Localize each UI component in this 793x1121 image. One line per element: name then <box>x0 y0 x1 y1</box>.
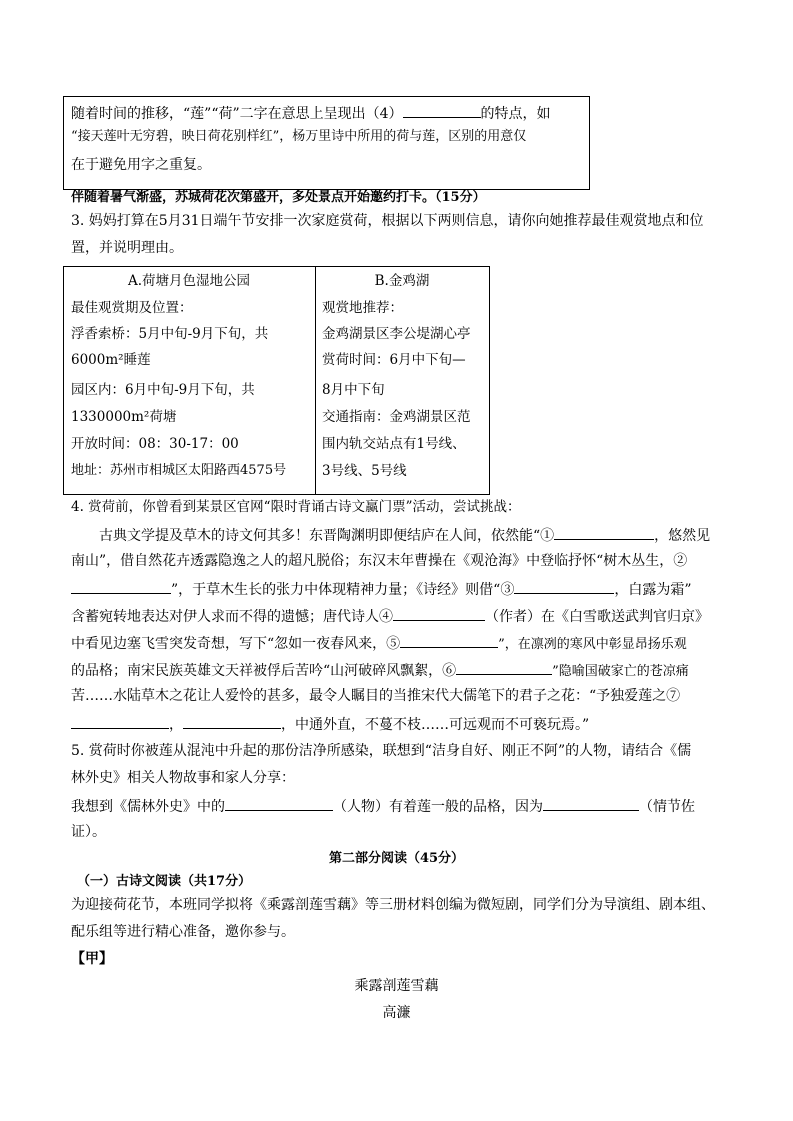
table-a-line: 园区内：6月中旬-9月下旬，共 <box>71 382 255 398</box>
table-a-title: A.荷塘月色湿地公园 <box>127 273 251 289</box>
table-b-line: 8月中下旬 <box>322 382 385 398</box>
answer-blank-plot[interactable] <box>543 795 639 811</box>
answer-blank-4[interactable] <box>403 102 481 118</box>
question-3-line-1: 3. 妈妈打算在5月31日端午节安排一次家庭赏荷，根据以下两则信息，请你向她推荐最佳观赏地点和位 <box>71 213 704 229</box>
quote-line-2: “接天莲叶无穷碧，映日荷花别样红”，杨万里诗中所用的荷与莲，区别的用意仅 <box>71 129 527 144</box>
answer-blank-6[interactable] <box>456 659 552 675</box>
table-a-line: 浮香索桥：5月中旬-9月下旬，共 <box>71 326 269 342</box>
table-a-line: 6000m²睡莲 <box>71 352 151 368</box>
part-2-heading: 第二部分阅读（45分） <box>328 851 465 866</box>
table-b-line: 3号线、5号线 <box>322 463 407 479</box>
question-5-line-1: 5. 赏荷时你被莲从混沌中升起的那份洁净所感染，联想到“洁身自好、刚正不阿”的人物，请结合《儒 <box>71 743 692 759</box>
answer-blank-7b[interactable] <box>183 713 281 729</box>
answer-blank-5[interactable] <box>400 632 498 648</box>
question-4-line-1: 4. 赏荷前，你曾看到某景区官网“限时背诵古诗文赢门票”活动，尝试挑战： <box>71 499 521 515</box>
table-b-line: 交通指南：金鸡湖景区范 <box>322 409 471 425</box>
table-a-line: 1330000m²荷塘 <box>71 409 177 425</box>
answer-blank-1[interactable] <box>554 524 654 540</box>
table-a-line: 开放时间：08：30-17：00 <box>71 436 239 452</box>
jia-label: 【甲】 <box>71 951 113 967</box>
question-4-para-2: 南山”，借自然花卉透露隐逸之人的超凡脱俗；东汉末年曹操在《观沧海》中登临抒怀“树木丛生，② <box>71 553 688 569</box>
intro-2-line-1: 为迎接荷花节，本班同学拟将《乘露剖莲雪藕》等三册材料创编为微短剧，同学们分为导演组、剧本组、 <box>71 897 715 913</box>
table-b-line: 观赏地推荐： <box>322 300 403 316</box>
answer-blank-3[interactable] <box>514 578 614 594</box>
question-4-para-8: ， ，中通外直，不蔓不枝……可远观而不可亵玩焉。” <box>71 713 589 735</box>
question-4-para-6: 的品格；南宋民族英雄文天祥被俘后苦吟“山河破碎风飘絮，⑥ ”隐喻国破家亡的苍凉痛 <box>71 659 689 682</box>
table-b-title: B.金鸡湖 <box>374 273 430 289</box>
question-4-para-5: 中看见边塞飞雪突发奇想，写下“忽如一夜春风来，⑤ ”，在凛冽的寒风中彰显昂扬乐观 <box>71 632 687 655</box>
table-a-line: 地址：苏州市相城区太阳路西4575号 <box>71 463 287 478</box>
intro-2-line-2: 配乐组等进行精心准备，邀你参与。 <box>71 924 295 940</box>
answer-blank-person[interactable] <box>225 795 333 811</box>
section-intro: 伴随着暑气渐盛，苏城荷花次第盛开，多处景点开始邀约打卡。（15分） <box>71 190 486 205</box>
question-3-line-2: 置，并说明理由。 <box>71 240 183 256</box>
quote-line-1: 随着时间的推移，“莲”“荷”二字在意思上呈现出（4） 的特点，如 <box>71 102 551 124</box>
table-b-line: 赏荷时间：6月中下旬— <box>322 352 466 368</box>
answer-blank-2[interactable] <box>71 578 171 594</box>
table-divider <box>315 266 316 494</box>
question-4-para-7: 苦……水陆草木之花让人爱怜的甚多，最令人瞩目的当推宋代大儒笔下的君子之花：“予独爱莲之⑦ <box>71 688 681 704</box>
question-5-line-4: 证）。 <box>71 824 106 840</box>
question-4-para-4: 含蓄宛转地表达对伊人求而不得的遗憾；唐代诗人④ （作者）在《白雪歌送武判官归京》 <box>71 605 709 627</box>
section-1-heading: （一）古诗文阅读（共17分） <box>77 874 252 889</box>
question-5-line-2: 林外史》相关人物故事和家人分享： <box>71 770 295 786</box>
question-4-para-3: ”，于草木生长的张力中体现精神力量；《诗经》则借“③ ，白露为霜” <box>71 578 692 600</box>
table-a-line: 最佳观赏期及位置： <box>71 300 193 316</box>
poem-title: 乘露剖莲雪藕 <box>354 978 439 994</box>
question-4-para-1: 古典文学提及草木的诗文何其多！东晋陶渊明即便结庐在人间，依然能“① ，悠然见 <box>99 524 710 546</box>
answer-blank-7a[interactable] <box>71 713 169 729</box>
quote-line-3: 在于避免用字之重复。 <box>71 157 211 173</box>
poem-author: 高濂 <box>382 1005 411 1021</box>
table-b-line: 围内轨交站点有1号线、 <box>322 436 466 452</box>
answer-blank-author[interactable] <box>393 605 485 621</box>
question-5-line-3: 我想到《儒林外史》中的 （人物）有着莲一般的品格，因为 （情节佐 <box>71 795 695 817</box>
table-b-line: 金鸡湖景区李公堤湖心亭 <box>322 326 471 342</box>
